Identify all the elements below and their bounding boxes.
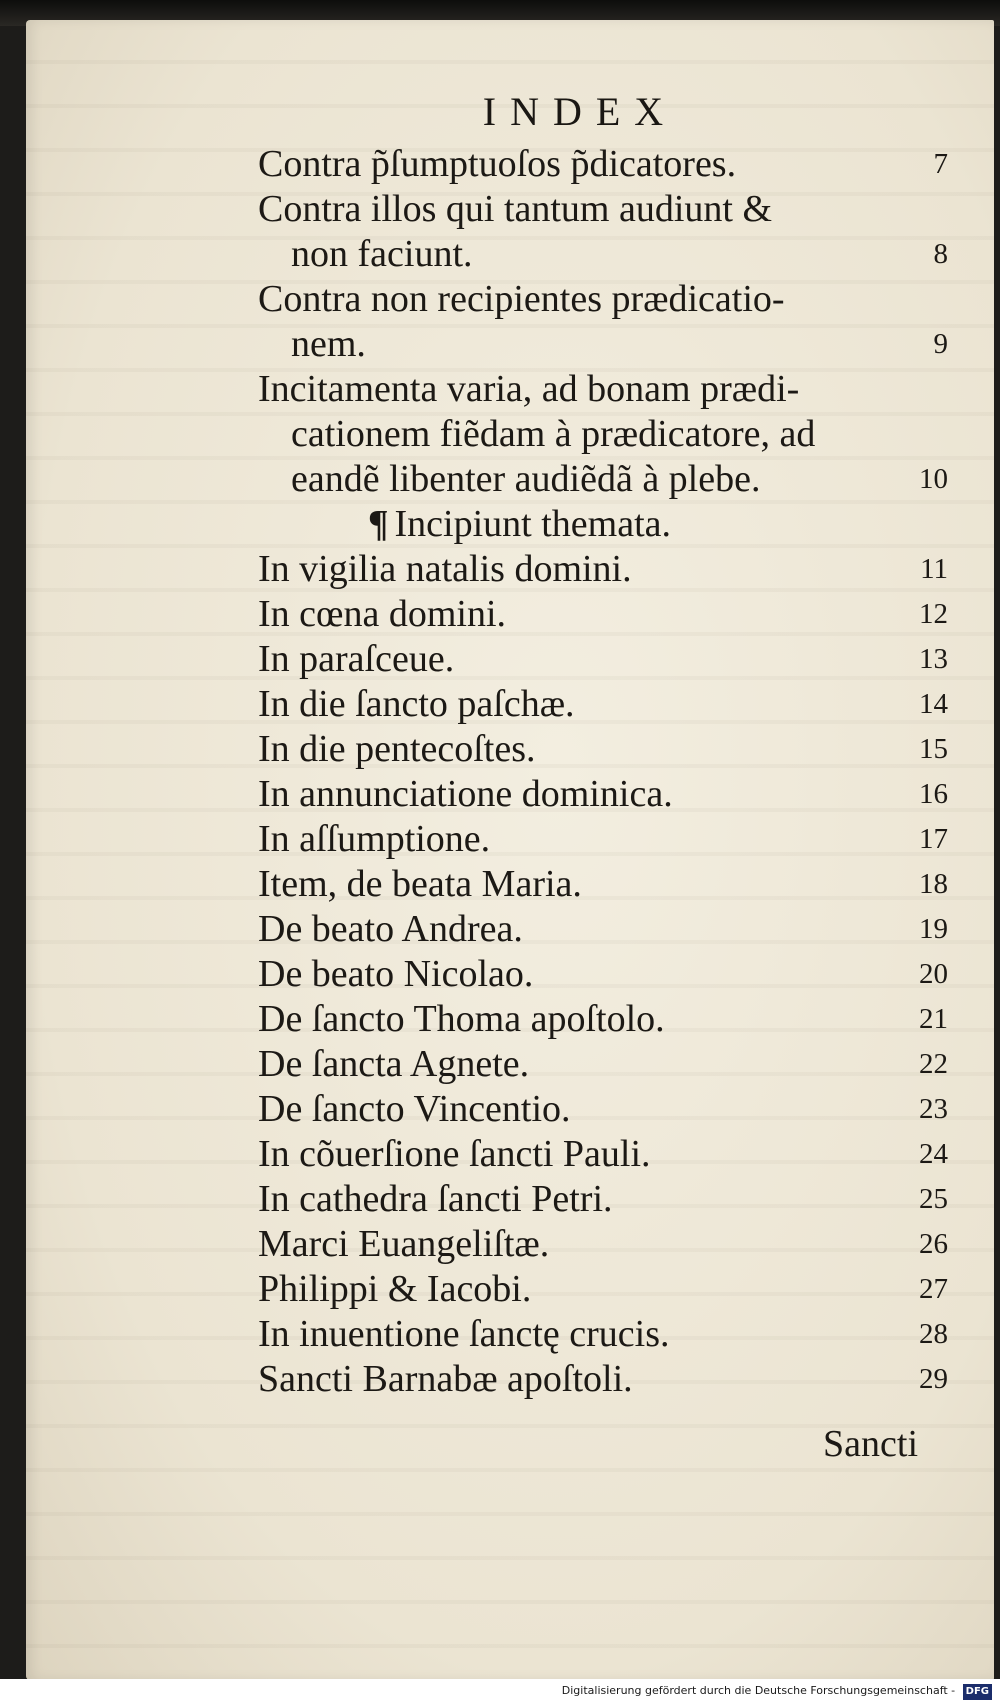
index-entry-title-line: De ſancto Thoma apoſtolo. [258,998,665,1040]
index-entry-title-line: De ſancto Vincentio. [258,1088,571,1130]
index-entry-title-line: In cõuerſione ſancti Pauli. [258,1133,651,1175]
index-entry [258,592,948,637]
book-page [26,20,994,1680]
index-entry-title-line: In die ſancto paſchæ. [258,683,575,725]
index-entry [258,277,948,367]
index-entry [258,952,948,997]
index-entry-page-number: 21 [919,1003,948,1035]
index-entry [258,997,948,1042]
index-entry-title-line: Item, de beata Maria. [258,863,582,905]
page-header: INDEX [482,89,678,134]
index-entry-page-number: 20 [919,958,948,990]
index-entry-title-line: Incitamenta varia, ad bonam prædi- [258,368,800,410]
index-entry-page-number: 23 [919,1093,948,1125]
index-entry-title-line: In annunciatione dominica. [258,773,673,815]
index-entry-page-number: 11 [920,553,948,585]
index-entry [258,187,948,277]
index-entry-title-line: Philippi & Iacobi. [258,1268,532,1310]
index-entry-page-number: 13 [919,643,948,675]
index-entry-page-number: 8 [933,238,948,270]
index-entry-title-line: nem. [291,323,366,365]
index-entry [258,367,948,502]
index-entry-title-line: eandẽ libenter audiẽdã à plebe. [291,458,761,500]
digitization-footer [0,1679,1000,1703]
dfg-logo: DFG [963,1684,992,1700]
index-entry-page-number: 27 [919,1273,948,1305]
index-entry [258,1177,948,1222]
index-entry-page-number: 18 [919,868,948,900]
index-entry [258,637,948,682]
index-entry-page-number: 25 [919,1183,948,1215]
index-entry-page-number: 16 [919,778,948,810]
index-entry [258,727,948,772]
index-entry-page-number: 24 [919,1138,948,1170]
index-entry-page-number: 17 [919,823,948,855]
index-entry-title-line: non faciunt. [291,233,473,275]
index-entry-title-line: De beato Nicolao. [258,953,534,995]
index-entry-title-line: De ſancta Agnete. [258,1043,530,1085]
index-entry-title-line: In vigilia natalis domini. [258,548,632,590]
index-entry-page-number: 19 [919,913,948,945]
index-entry-page-number: 9 [933,328,948,360]
index-entry-title-line: In aſſumptione. [258,818,491,860]
index-list-preaching [258,142,948,502]
index-entry-page-number: 15 [919,733,948,765]
index-entry-title-line: Contra non recipientes prædicatio- [258,278,785,320]
index-entry [258,907,948,952]
index-entry [258,682,948,727]
section-subheading-text: Incipiunt themata. [394,503,671,545]
index-entry-page-number: 7 [933,148,948,180]
index-entry-title-line: Contra illos qui tantum audiunt & [258,188,773,230]
index-entry [258,1357,948,1402]
index-list-themata [258,547,948,1402]
index-entry [258,817,948,862]
index-entry-title-line: In inuentione ſanctę crucis. [258,1313,670,1355]
index-entry-title-line: In cathedra ſancti Petri. [258,1178,613,1220]
index-entries [258,142,948,1402]
index-entry [258,1087,948,1132]
footer-text: Digitalisierung gefördert durch die Deutsche Forschungsgemeinschaft - [561,1684,956,1697]
index-entry [258,547,948,592]
index-entry [258,772,948,817]
index-entry [258,1132,948,1177]
index-entry [258,1312,948,1357]
section-subheading [258,502,948,547]
index-entry-page-number: 22 [919,1048,948,1080]
index-entry [258,1222,948,1267]
index-entry-title-line: De beato Andrea. [258,908,523,950]
index-entry-title-line: cationem fiẽdam à prædicatore, ad [291,413,816,455]
index-entry-title-line: In paraſceue. [258,638,455,680]
index-entry-page-number: 29 [919,1363,948,1395]
index-entry [258,862,948,907]
index-entry-title-line: Contra p̃ſumptuoſos p̃dicatores. [258,143,737,185]
index-entry-page-number: 10 [919,463,948,495]
index-entry-page-number: 28 [919,1318,948,1350]
index-entry-title-line: In die pentecoſtes. [258,728,536,770]
index-entry-page-number: 14 [919,688,948,720]
index-entry-title-line: Marci Euangeliſtæ. [258,1223,550,1265]
index-entry [258,142,948,187]
catchword: Sancti [823,1423,918,1465]
index-entry-page-number: 12 [919,598,948,630]
index-entry [258,1267,948,1312]
pilcrow-icon: ¶ [368,503,389,545]
index-entry-title-line: Sancti Barnabæ apoſtoli. [258,1358,633,1400]
index-entry-page-number: 26 [919,1228,948,1260]
index-entry-title-line: In cœna domini. [258,593,507,635]
index-entry [258,1042,948,1087]
